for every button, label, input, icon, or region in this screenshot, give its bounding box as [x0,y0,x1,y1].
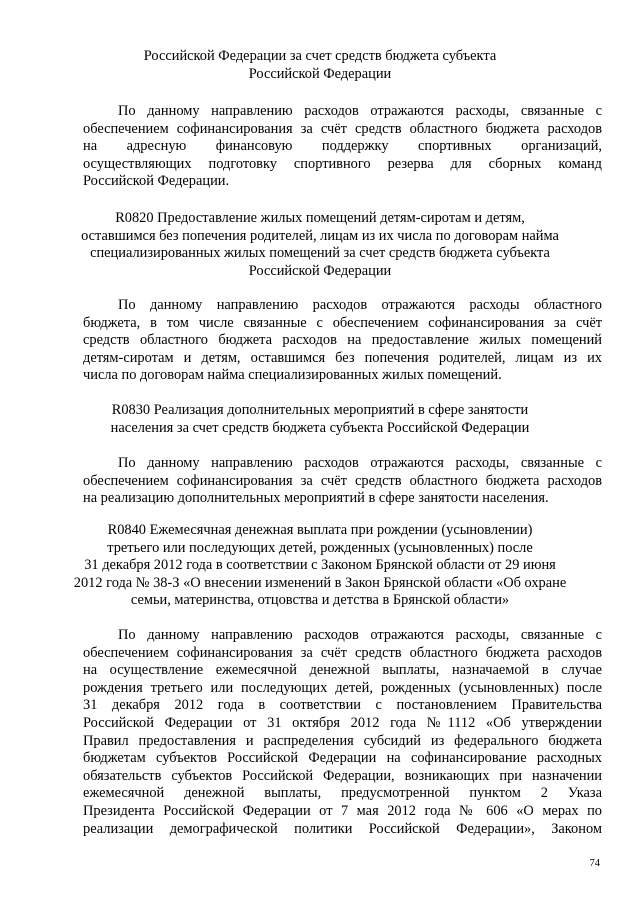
paragraph-line: 31 декабря 2012 года в соответствии с постановлением Правительства [83,697,602,714]
heading-line: оставшимся без попечения родителей, лицам из их числа по договорам найма [81,227,559,244]
paragraph-line: Правил предоставления и распределения субсидий из федерального бюджета [83,732,602,749]
heading-line: Российской Федерации [248,65,392,82]
heading-top [60,48,580,83]
paragraph-line: средств областного бюджета расходов на предоставление жилых помещений [83,332,602,349]
paragraph-line: рождения третьего или последующих детей, рожденных (усыновленных) после [83,679,602,696]
paragraph-line: бюджета, в том числе связанные с обеспечением софинансирования за счёт [83,314,602,331]
paragraph-4 [83,627,602,838]
heading-line: третьего или последующих детей, рожденных (усыновленных) после [107,539,533,556]
heading-line: R0830 Реализация дополнительных мероприятий в сфере занятости [111,402,529,418]
paragraph-line: на реализацию дополнительных мероприятий в сфере занятости населения. [83,490,549,507]
paragraph-line: Российской Федерации. [83,173,230,190]
heading-line: семьи, материнства, отцовства и детства в Брянской области» [130,592,510,609]
paragraph-line: По данному направлению расходов отражаются расходы, связанные с [118,627,602,643]
heading-r0840 [60,522,580,610]
page-number: 74 [589,858,600,869]
paragraph-line: Российской Федерации от 31 октября 2012 года №1112 «Об утверждении [83,714,602,731]
paragraph-3 [83,455,602,508]
heading-line: 2012 года № 38-З «О внесении изменений в Закон Брянской области «Об охране [73,574,567,591]
paragraph-line: Президента Российской Федерации от 7 мая 2012 года № 606 «О мерах по [83,802,602,819]
paragraph-line: обеспечением софинансирования за счёт средств областного бюджета расходов [83,120,602,137]
heading-line: 31 декабря 2012 года в соответствии с Законом Брянской области от 29 июня [84,557,556,574]
paragraph-line: обеспечением софинансирования за счёт средств областного бюджета расходов [83,472,602,489]
heading-line: R0820 Предоставление жилых помещений детям-сиротам и детям, [115,210,525,226]
paragraph-line: числа по договорам найма специализированных жилых помещений. [83,367,502,384]
paragraph-line: детям-сиротам и детям, оставшимся без попечения родителей, лицам из их [83,349,602,366]
paragraph-line: осуществляющих подготовку спортивного резерва для сборных команд [83,155,602,172]
heading-line: населения за счет средств бюджета субъекта Российской Федерации [110,419,530,436]
paragraph-line: обеспечением софинансирования за счёт средств областного бюджета расходов [83,644,602,661]
paragraph-2 [83,297,602,385]
heading-r0830 [60,402,580,437]
heading-line: Российской Федерации за счет средств бюджета субъекта [143,48,497,64]
heading-r0820 [60,210,580,280]
paragraph-line: на адресную финансовую поддержку спортивных организаций, [83,138,602,155]
paragraph-line: По данному направлению расходов отражаются расходы, связанные с [118,455,602,471]
paragraph-line: на осуществление ежемесячной денежной выплаты, назначаемой в случае [83,662,602,679]
paragraph-line: реализации демографической политики Российской Федерации», Законом [83,820,602,837]
paragraph-line: По данному направлению расходов отражаются расходы областного [118,297,602,313]
heading-line: специализированных жилых помещений за счет средств бюджета субъекта [90,245,550,262]
paragraph-line: ежемесячной денежной выплаты, предусмотренной пунктом 2 Указа [83,785,602,802]
paragraph-line: обязательств субъектов Российской Федерации, возникающих при назначении [83,767,602,784]
paragraph-line: По данному направлению расходов отражаются расходы, связанные с [118,103,602,119]
heading-line: R0840 Ежемесячная денежная выплата при рождении (усыновлении) [107,522,533,538]
heading-line: Российской Федерации [248,262,392,279]
paragraph-line: бюджетам субъектов Российской Федерации на софинансирование расходных [83,750,602,767]
paragraph-1 [83,103,602,191]
